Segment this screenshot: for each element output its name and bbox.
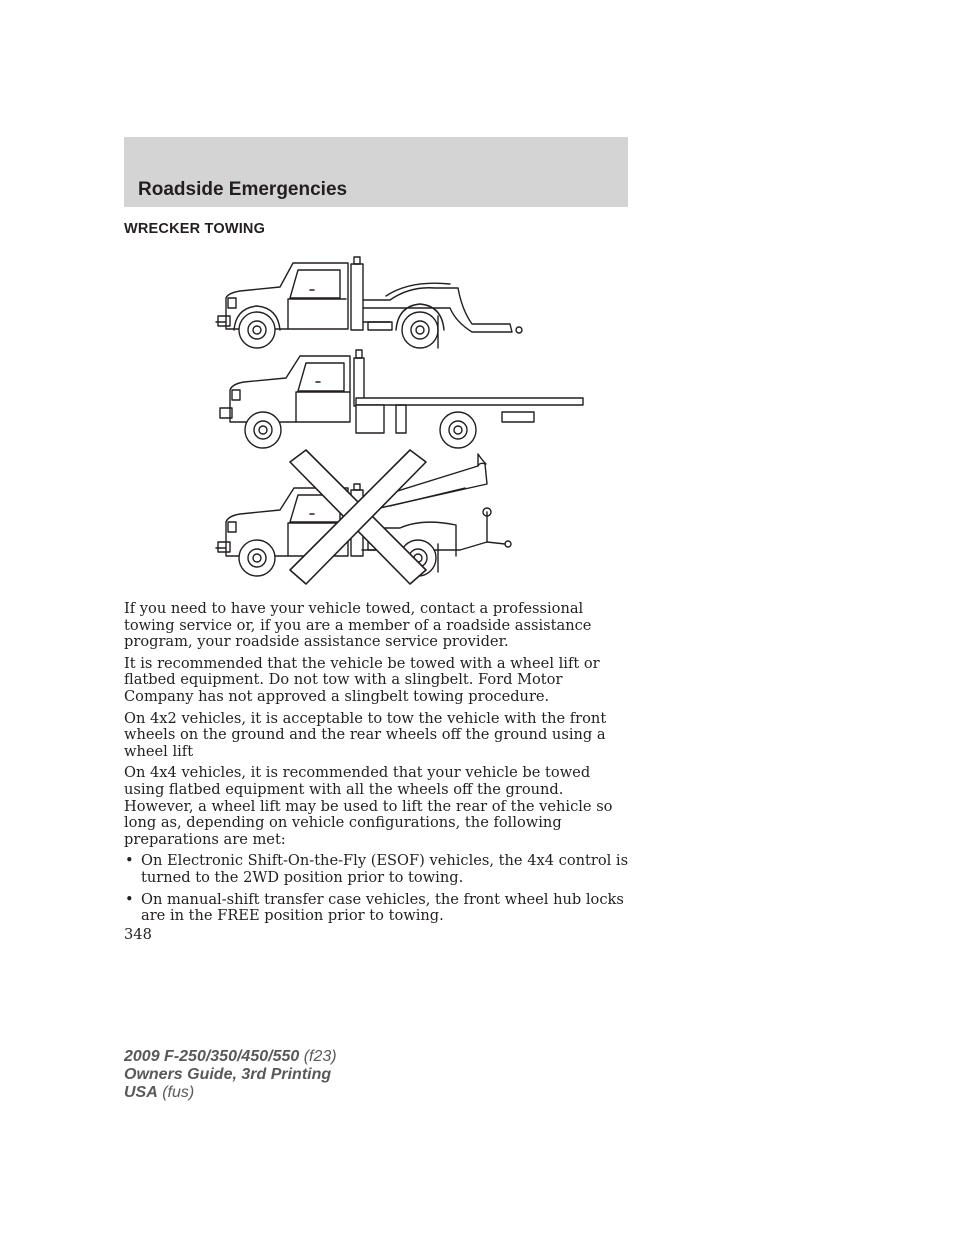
paragraph: On 4x4 vehicles, it is recommended that your vehicle be towed using flatbed equipment with all the wheels off the ground. However, a wheel lift may be used to lift the rear of the vehicle so long as, depending on vehicle configurations, the following preparations are met: [124,764,613,848]
footer-code: (f23) [299,1048,337,1065]
paragraph: It is recommended that the vehicle be towed with a wheel lift or flatbed equipment. Do not tow with a slingbelt. Ford Motor Company has not approved a slingbelt towing procedure. [124,654,600,705]
footer-line [124,1048,337,1066]
bullet-icon: • [125,890,134,908]
bullet-icon: • [125,852,134,870]
body-text [124,601,630,930]
section-header-band [124,137,628,207]
page-heading: WRECKER TOWING [124,221,266,237]
list-item-text: On manual-shift transfer case vehicles, the front wheel hub locks are in the FREE position prior to towing. [141,890,624,925]
footer-line: Owners Guide, 3rd Printing [124,1066,332,1083]
paragraph: If you need to have your vehicle towed, contact a professional towing service or, if you are a member of a roadside assistance program, your roadside assistance service provider. [124,600,592,651]
bullet-list [124,853,630,924]
flatbed-truck-icon [220,350,583,448]
footer-market-code: (fus) [157,1084,195,1101]
list-item-text: On Electronic Shift-On-the-Fly (ESOF) vehicles, the 4x4 control is turned to the 2WD position prior to towing. [141,852,629,886]
footer-market: USA [124,1084,158,1101]
footer-model: 2009 F-250/350/450/550 [124,1048,300,1065]
towing-illustration [210,250,595,590]
document-footer [124,1048,337,1102]
wheel-lift-truck-icon [216,257,522,348]
section-title: Roadside Emergencies [138,179,348,200]
page-number: 348 [124,926,152,943]
paragraph: On 4x2 vehicles, it is acceptable to tow the vehicle with the front wheels on the ground and the rear wheels off the ground using a wheel lift [124,709,607,760]
footer-line [124,1084,337,1102]
list-item [124,892,630,925]
list-item [124,853,630,886]
